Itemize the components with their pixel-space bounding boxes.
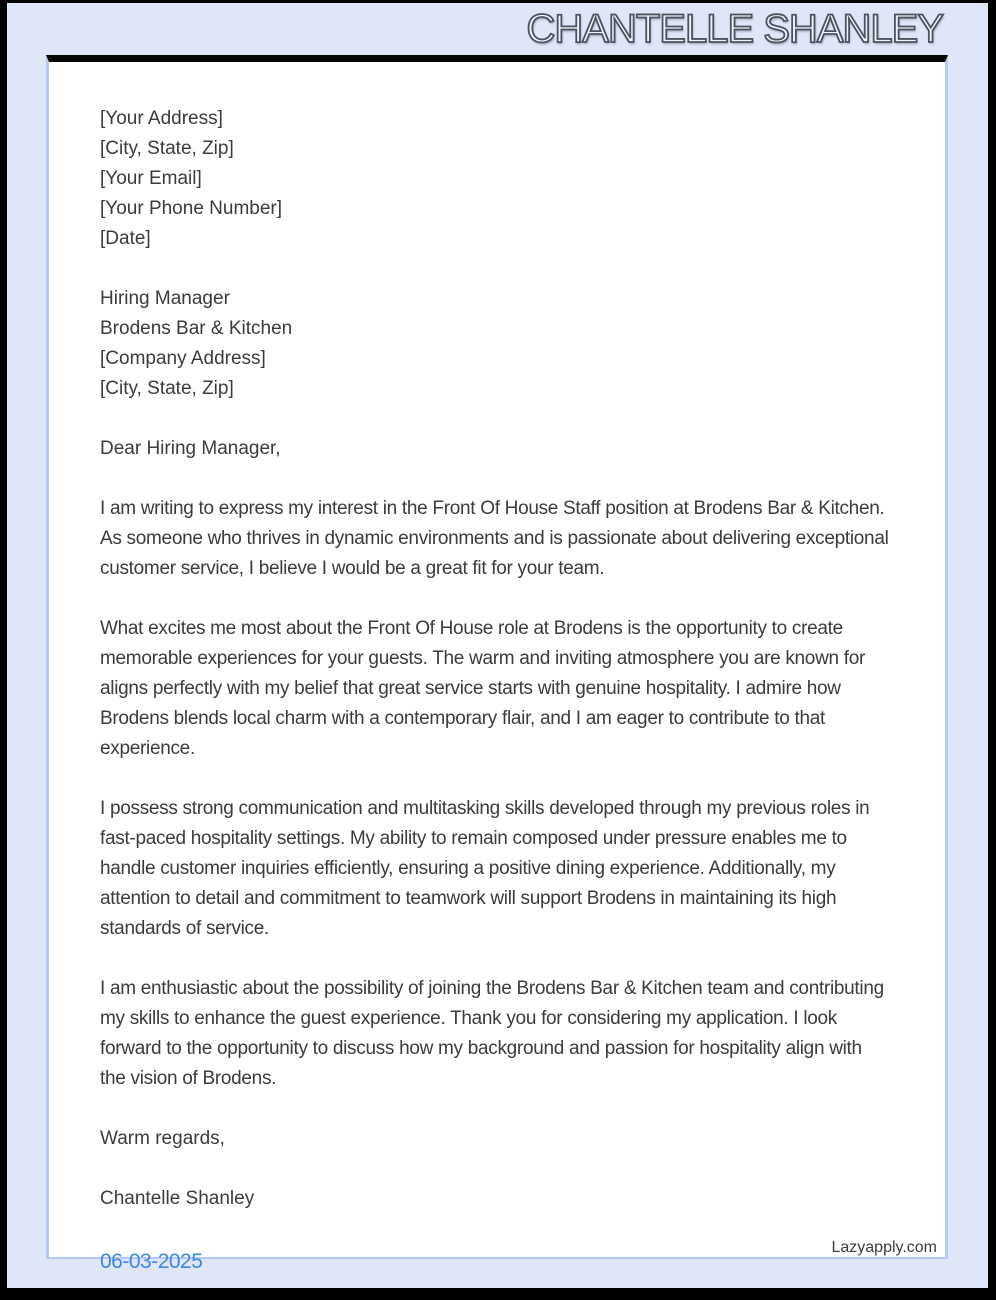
site-watermark: Lazyapply.com — [831, 1239, 937, 1256]
recipient-address-block — [100, 284, 891, 404]
header-name-title: CHANTELLE SHANLEY — [526, 7, 943, 51]
recipient-line: [City, State, Zip] — [100, 378, 234, 399]
address-line: [City, State, Zip] — [100, 138, 234, 159]
recipient-line: Brodens Bar & Kitchen — [100, 318, 293, 339]
recipient-line: [Company Address] — [100, 348, 266, 369]
date-stamp: 06-03-2025 — [100, 1250, 203, 1273]
body-paragraph: I am writing to express my interest in the Front Of House Staff position at Brodens Bar & Kitchen. As someone who thrives in dynamic environments and is passionate about delivering exceptional customer service, I believe I would be a great fit for your team. — [100, 498, 889, 579]
body-paragraph: What excites me most about the Front Of House role at Brodens is the opportunity to create memorable experiences for your guests. The warm and inviting atmosphere you are known for aligns perfectly with my belief that great service starts with genuine hospitality. I admire how Brodens blends local charm with a contemporary flair, and I am eager to contribute to that experience. — [100, 618, 866, 759]
signature-name: Chantelle Shanley — [100, 1188, 255, 1209]
recipient-line: Hiring Manager — [100, 288, 230, 309]
sender-address-block — [100, 104, 891, 254]
body-paragraph: I possess strong communication and multitasking skills developed through my previous roles in fast-paced hospitality settings. My ability to remain composed under pressure enables me to handle customer inquiries efficiently, ensuring a positive dining experience. Additionally, my attention to detail and commitment to teamwork will support Brodens in maintaining its high standards of service. — [100, 798, 870, 939]
letter-content — [49, 62, 945, 1214]
address-line: [Your Address] — [100, 108, 223, 129]
closing: Warm regards, — [100, 1128, 225, 1149]
address-line: [Date] — [100, 228, 151, 249]
salutation: Dear Hiring Manager, — [100, 438, 281, 459]
address-line: [Your Email] — [100, 168, 202, 189]
body-paragraph: I am enthusiastic about the possibility of joining the Brodens Bar & Kitchen team and contributing my skills to enhance the guest experience. Thank you for considering my application. I look forward to the opportunity to discuss how my background and passion for hospitality align with the vision of Brodens. — [100, 978, 884, 1089]
letter-page — [46, 55, 948, 1259]
address-line: [Your Phone Number] — [100, 198, 283, 219]
